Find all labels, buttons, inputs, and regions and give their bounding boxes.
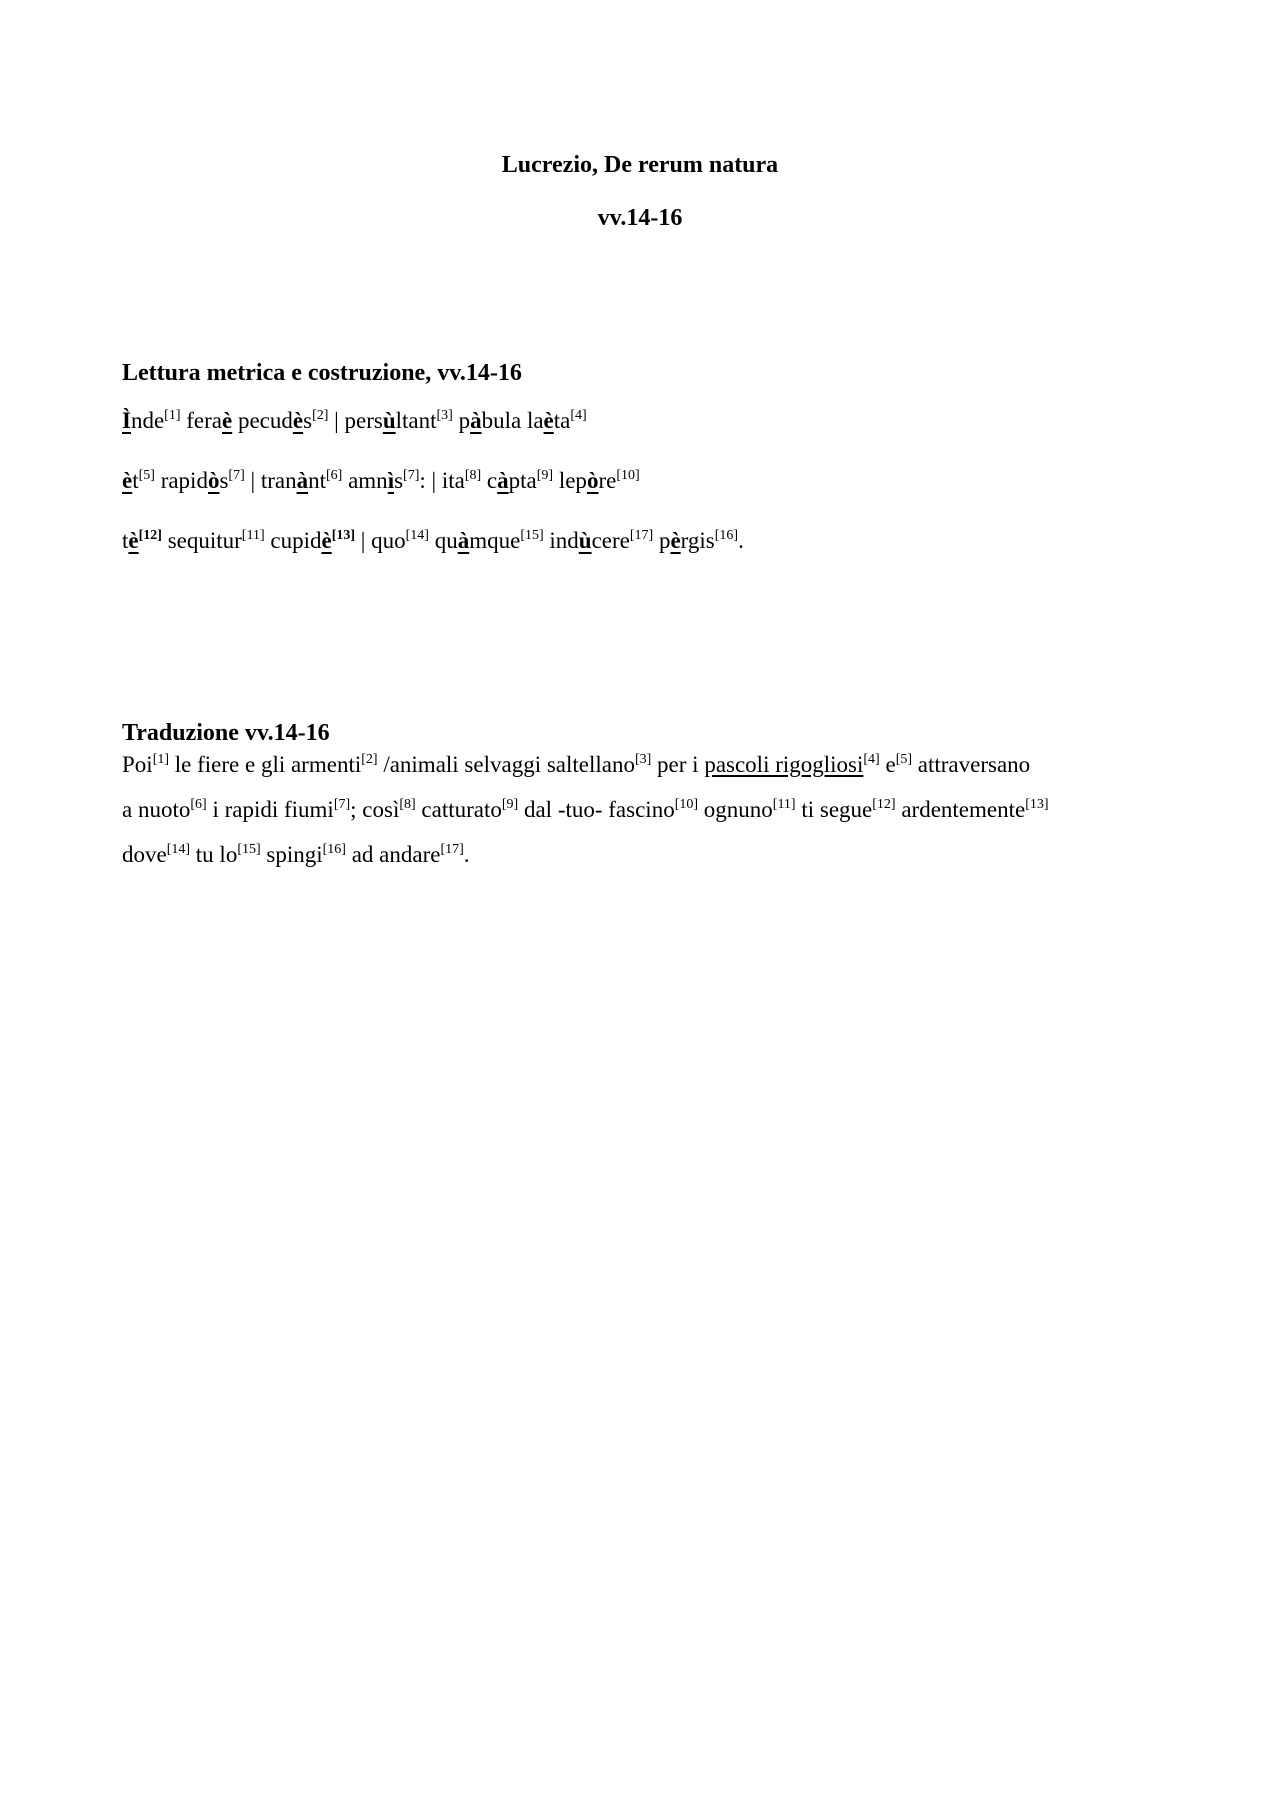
footnote-ref: [16] <box>322 842 346 857</box>
text-run: p <box>452 408 471 433</box>
accented-syllable: è <box>122 468 133 493</box>
text-run: bula la <box>481 408 544 433</box>
text-run: nde <box>130 408 165 433</box>
text-run: t <box>122 528 129 553</box>
text-run: | tran <box>244 468 297 493</box>
metric-reading-heading: Lettura metrica e costruzione, vv.14-16 <box>122 360 522 386</box>
footnote-ref: [6] <box>190 797 207 812</box>
footnote-ref: [17] <box>440 842 464 857</box>
accented-syllable: è <box>543 408 554 433</box>
footnote-ref: [12] <box>138 528 162 543</box>
text-run: . <box>463 842 470 867</box>
footnote-ref: [10] <box>616 468 640 483</box>
footnote-ref: [12] <box>872 797 896 812</box>
text-run: per i <box>651 752 705 777</box>
footnote-ref: [7] <box>228 468 245 483</box>
accented-syllable: è <box>321 528 332 553</box>
footnote-ref: [3] <box>634 752 652 767</box>
footnote-ref: [13] <box>331 528 356 543</box>
text-run: s <box>303 408 313 433</box>
footnote-ref: [5] <box>895 752 913 767</box>
text-run: lep <box>553 468 587 493</box>
accented-syllable: ù <box>578 528 592 553</box>
accented-syllable: ò <box>586 468 599 493</box>
text-run: s <box>394 468 404 493</box>
accented-syllable: à <box>470 408 482 433</box>
text-run: ta <box>553 408 571 433</box>
verse-line <box>122 468 640 494</box>
text-run: s <box>219 468 229 493</box>
footnote-ref: [13] <box>1025 797 1049 812</box>
text-run: pecud <box>232 408 293 433</box>
text-run: nt <box>308 468 326 493</box>
accented-syllable: è <box>128 528 139 553</box>
text-run: . <box>738 528 744 553</box>
text-run: cere <box>591 528 630 553</box>
footnote-ref: [15] <box>520 528 544 543</box>
footnote-ref: [8] <box>399 797 416 812</box>
text-run: rgis <box>680 528 715 553</box>
footnote-ref: [7] <box>403 468 420 483</box>
text-run: e <box>879 752 896 777</box>
text-run: spingi <box>260 842 323 867</box>
text-run: dal -tuo- fascino <box>518 797 675 822</box>
footnote-ref: [15] <box>237 842 261 857</box>
text-run: amn <box>342 468 388 493</box>
footnote-ref: [14] <box>405 528 429 543</box>
accented-syllable: à <box>497 468 509 493</box>
text-run: tu lo <box>190 842 238 867</box>
text-run: catturato <box>415 797 502 822</box>
footnote-ref: [1] <box>152 752 170 767</box>
text-run: c <box>481 468 498 493</box>
footnote-ref: [7] <box>333 797 351 812</box>
footnote-ref: [4] <box>863 752 880 767</box>
text-run: ad andare <box>345 842 441 867</box>
footnote-ref: [4] <box>570 408 587 423</box>
footnote-ref: [1] <box>164 408 181 423</box>
document-title: Lucrezio, De rerum natura <box>501 152 779 178</box>
text-run: ardentemente <box>895 797 1026 822</box>
text-run: re <box>598 468 617 493</box>
footnote-ref: [8] <box>464 468 482 483</box>
footnote-ref: [5] <box>138 468 155 483</box>
translation-line <box>122 797 1162 823</box>
text-run: ognuno <box>698 797 773 822</box>
footnote-ref: [11] <box>772 797 796 812</box>
accented-syllable: à <box>457 528 470 553</box>
text-run: fera <box>180 408 222 433</box>
translation-line <box>122 752 1162 778</box>
footnote-ref: [9] <box>536 468 554 483</box>
text-run: | pers <box>328 408 383 433</box>
accented-syllable: ì <box>387 468 395 493</box>
text-run: i rapidi fiumi <box>206 797 334 822</box>
footnote-ref: [3] <box>436 408 453 423</box>
text-run: Poi <box>122 752 153 777</box>
footnote-ref: [2] <box>312 408 329 423</box>
footnote-ref: [10] <box>674 797 699 812</box>
text-run: : | ita <box>419 468 465 493</box>
text-run: attraversano <box>912 752 1031 777</box>
footnote-ref: [17] <box>629 528 654 543</box>
translation-heading: Traduzione vv.14-16 <box>122 720 330 746</box>
footnote-ref: [9] <box>501 797 519 812</box>
footnote-ref: [14] <box>166 842 191 857</box>
text-run: ind <box>543 528 579 553</box>
text-run: rapid <box>154 468 208 493</box>
text-run: ltant <box>395 408 437 433</box>
text-run: mque <box>469 528 521 553</box>
translation-line <box>122 842 1162 868</box>
text-run: p <box>653 528 671 553</box>
footnote-ref: [16] <box>714 528 739 543</box>
accented-syllable: è <box>292 408 304 433</box>
accented-syllable: è <box>222 408 233 433</box>
footnote-ref: [11] <box>241 528 265 543</box>
text-run: dove <box>122 842 167 867</box>
footnote-ref: [2] <box>361 752 378 767</box>
text-run: ; così <box>350 797 400 822</box>
text-run: /animali selvaggi saltellano <box>377 752 635 777</box>
accented-syllable: ù <box>382 408 396 433</box>
text-run: t <box>132 468 139 493</box>
footnote-ref: [6] <box>326 468 343 483</box>
text-run: | quo <box>355 528 406 553</box>
document-subtitle: vv.14-16 <box>597 205 683 231</box>
underlined-phrase: pascoli rigogliosi <box>704 752 864 777</box>
verse-line <box>122 528 744 554</box>
text-run: pta <box>508 468 537 493</box>
accented-syllable: è <box>670 528 681 553</box>
text-run: ti segue <box>795 797 873 822</box>
accented-syllable: ò <box>207 468 220 493</box>
text-run: qu <box>428 528 458 553</box>
accented-syllable: Ì <box>122 408 131 433</box>
verse-line <box>122 408 587 434</box>
accented-syllable: à <box>296 468 309 493</box>
text-run: a nuoto <box>122 797 191 822</box>
text-run: cupid <box>264 528 322 553</box>
text-run: le fiere e gli armenti <box>169 752 362 777</box>
text-run: sequitur <box>161 528 242 553</box>
